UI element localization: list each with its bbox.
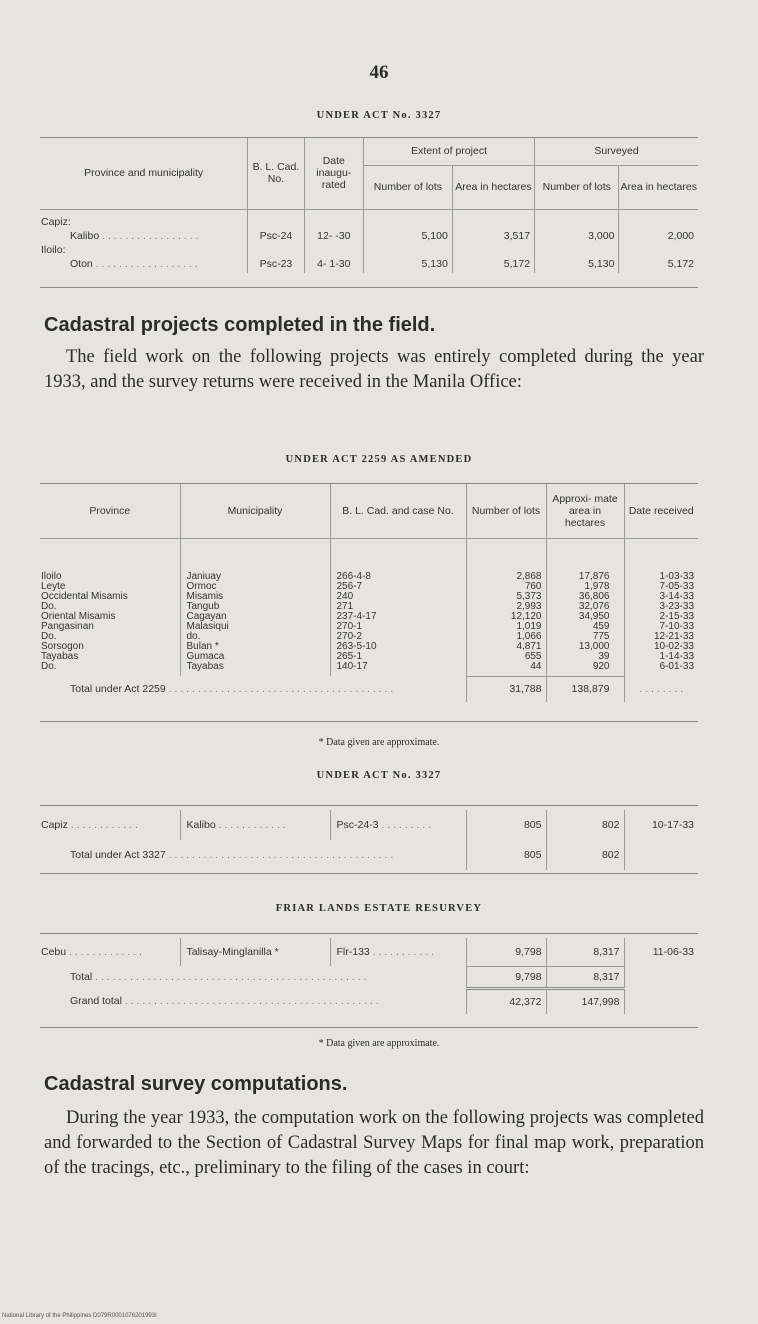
table1-bottom-rule <box>40 287 698 288</box>
table1-row-municipality: Oton <box>70 258 93 270</box>
table3-province: Capiz <box>41 819 68 831</box>
table1-row-surv-area: 5,172 <box>619 257 698 273</box>
table3-total-label: Total under Act 3327 <box>70 849 166 861</box>
table4-cad: Flr-133 <box>336 946 370 958</box>
table4-grand-lots: 42,372 <box>466 988 546 1014</box>
table3-bottom-rule <box>40 873 698 874</box>
table1-header-cad: B. L. Cad. No. <box>248 138 304 209</box>
section1-paragraph: The field work on the following projects was entirely completed during the year 1933, and the survey returns were received in the Manila Office: <box>44 347 704 392</box>
table1-row-area: 3,517 <box>452 229 534 243</box>
table3-area: 802 <box>546 810 624 840</box>
table1-row-cad: Psc-24 <box>248 229 304 243</box>
table4-lots: 9,798 <box>466 938 546 966</box>
table4-bottom-rule <box>40 1027 698 1028</box>
table1-row-lots: 5,100 <box>364 229 453 243</box>
footnote2: * Data given are approximate. <box>318 1038 440 1049</box>
table2-lots: 2,868 760 5,373 2,993 12,120 1,019 1,066 4,871 655 44 <box>466 538 546 676</box>
table1-header-extent: Extent of project <box>364 138 535 165</box>
table4-top-rule <box>40 933 698 934</box>
table4: Cebu . . . . . . . . . . . . . Talisay-Minglanilla * Flr-133 . . . . . . . . . . . 9,798 8,317 11-06-33 Total . . . . . . . . . . . . . . . . . . . . . . . . . . . . . . . . . . . . . . . . . . . . . . . 9,798 8,317 Grand total . . . . . . . . . . . . . . . . . . . . . . . . . . . . . . . . . . . . . . . . . . . . 42,372 147,998 <box>40 938 698 1014</box>
table1-caption: UNDER ACT No. 3327 <box>316 110 442 121</box>
table2-municipalities: Janiuay Ormoc Misamis Tangub Cagayan Malasiqui do. Bulan * Gumaca Tayabas <box>180 538 330 676</box>
table1-row-date: 4- 1-30 <box>304 257 364 273</box>
table1-row-surv-lots: 5,130 <box>535 257 619 273</box>
table2-header-province: Province <box>89 504 131 517</box>
table4-municipality: Talisay-Minglanilla * <box>180 938 330 966</box>
table4-total-area: 8,317 <box>546 966 624 988</box>
table2-caption: UNDER ACT 2259 AS AMENDED <box>285 454 473 465</box>
table2-total-lots: 31,788 <box>466 676 546 702</box>
table1-header-surv-lots: Number of lots <box>535 165 619 209</box>
table4-total-label: Total <box>70 971 93 983</box>
table1-header-area: Area in hectares <box>452 165 534 209</box>
table4-grand-label: Grand total <box>70 995 122 1007</box>
table1-row-municipality: Kalibo <box>70 230 100 242</box>
table1-row-cad: Psc-23 <box>248 257 304 273</box>
table1-header-lots: Number of lots <box>364 165 453 209</box>
table2-bottom-rule <box>40 721 698 722</box>
table2-provinces: Iloilo Leyte Occidental Misamis Do. Oriental Misamis Pangasinan Do. Sorsogon Tayabas Do. <box>41 571 128 672</box>
section2-heading: Cadastral survey computations. <box>44 1073 348 1095</box>
table1-header-date: Date inaugu- rated <box>304 138 364 209</box>
table4-area: 8,317 <box>546 938 624 966</box>
table1-row-surv-area: 2,000 <box>619 229 698 243</box>
table4-total-lots: 9,798 <box>466 966 546 988</box>
table2: Province Municipality B. L. Cad. and case No. Number of lots Approxi- mate area in hectares Date received Iloilo Leyte Occidental Misamis Do. Oriental Misamis Pangasinan Do. Sorsogon Tayabas Do. Janiuay Ormoc Misamis Tangub Cagayan Malasiqui do. Bulan * Gumaca Tayabas 266-4-8 256-7 240 271 237-4-17 270-1 270-2 263-5-10 265-1 140-17 2,868 760 5,373 2,993 12,120 1,019 1,066 4,871 655 44 17,876 1,978 36,806 32,076 34,950 459 775 13,000 39 920 1-03-33 7-05-33 3-14-33 3-23-33 2-15-33 7-10-33 12-21-33 10-02-33 1-14-33 6-01-33 Total under Act 2259 . . . . . . . . . . . . . . . . . . . . . . . . . . . . . . . . . . . . . . . 31,788 138,879 . . . . . . . . <box>40 484 698 702</box>
table1: Province and municipality B. L. Cad. No. Date inaugu- rated Extent of project Surveyed Number of lots Area in hectares Number of lots Area in hectares Capiz: Kalibo . . . . . . . . . . . . . . . . . Psc-24 12- -30 5,100 3,517 3,000 2,000 Iloilo: Oton . . . . . . . . . . . . . . . . . . Psc-23 4- 1-30 5,130 5,172 5,130 5,172 <box>40 138 698 273</box>
table1-row-area: 5,172 <box>452 257 534 273</box>
table3-lots: 805 <box>466 810 546 840</box>
table3-caption: UNDER ACT No. 3327 <box>316 770 442 781</box>
table2-header-area: Approxi- mate area in hectares <box>546 484 624 538</box>
table2-dates: 1-03-33 7-05-33 3-14-33 3-23-33 2-15-33 7-10-33 12-21-33 10-02-33 1-14-33 6-01-33 <box>624 538 698 676</box>
table1-header-surveyed: Surveyed <box>535 138 698 165</box>
table3-top-rule <box>40 805 698 806</box>
table1-row-province: Capiz: <box>41 216 71 228</box>
library-credit: National Library of the Philippines D079R0001076201993I <box>2 1313 157 1319</box>
table3-municipality: Kalibo <box>186 819 216 831</box>
table3-cad: Psc-24-3 <box>336 819 379 831</box>
footnote1: * Data given are approximate. <box>318 737 440 748</box>
table1-header-surv-area: Area in hectares <box>619 165 698 209</box>
table3-date: 10-17-33 <box>624 810 698 840</box>
table2-header-cad: B. L. Cad. and case No. <box>330 484 466 538</box>
table4-province: Cebu <box>41 946 67 958</box>
table1-header-province: Province and municipality <box>84 167 204 180</box>
page-number: 46 <box>369 62 389 83</box>
table1-row-lots: 5,130 <box>364 257 453 273</box>
table2-header-lots: Number of lots <box>466 484 546 538</box>
section2-paragraph: During the year 1933, the computation work on the following projects was completed and forwarded to the Section of Cadastral Survey Maps for final map work, preparation of the tracings, etc., preliminary to the filing of the cases in court: <box>44 1108 704 1178</box>
table2-total-label: Total under Act 2259 <box>70 683 166 695</box>
table4-date: 11-06-33 <box>624 938 698 966</box>
table4-caption: FRIAR LANDS ESTATE RESURVEY <box>275 903 483 914</box>
table2-total-area: 138,879 <box>546 676 624 702</box>
table3-total-area: 802 <box>546 840 624 870</box>
table2-areas: 17,876 1,978 36,806 32,076 34,950 459 775 13,000 39 920 <box>546 538 624 676</box>
table1-row-province: Iloilo: <box>41 244 66 256</box>
table1-row-surv-lots: 3,000 <box>535 229 619 243</box>
table2-cases: 266-4-8 256-7 240 271 237-4-17 270-1 270-2 263-5-10 265-1 140-17 <box>330 538 466 676</box>
section1-heading: Cadastral projects completed in the field. <box>44 314 436 336</box>
table3-total-lots: 805 <box>466 840 546 870</box>
table4-grand-area: 147,998 <box>546 988 624 1014</box>
table2-header-municipality: Municipality <box>180 484 330 538</box>
table1-row-date: 12- -30 <box>304 229 364 243</box>
table3: Capiz . . . . . . . . . . . . Kalibo . . . . . . . . . . . . Psc-24-3 . . . . . . . . . 805 802 10-17-33 Total under Act 3327 . . . . . . . . . . . . . . . . . . . . . . . . . . . . . . . . . . . . . . . 805 802 <box>40 810 698 870</box>
table2-header-date: Date received <box>624 484 698 538</box>
